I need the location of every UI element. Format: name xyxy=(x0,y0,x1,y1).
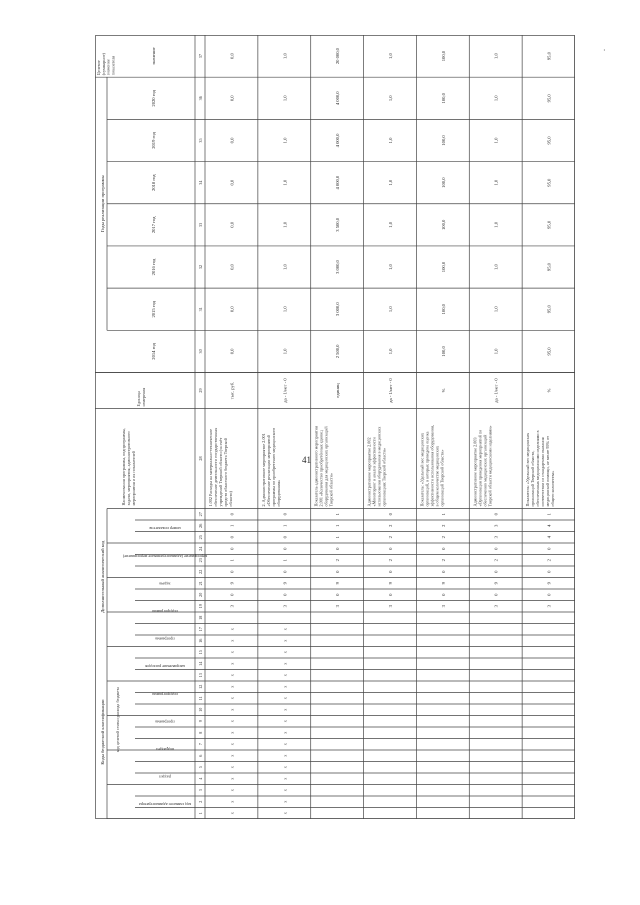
row-value: 1,0 xyxy=(493,264,499,270)
code-digit: 0 xyxy=(282,547,288,550)
row-unit: да - 1/нет - 0 xyxy=(282,378,288,403)
column-number: 28 xyxy=(198,456,203,461)
column-number: 5 xyxy=(198,766,203,769)
code-col-header: номер показателя xyxy=(149,526,181,532)
row-value: 100,0 xyxy=(440,177,446,188)
row-value: 1,0 xyxy=(493,306,499,313)
column-number: 2 xyxy=(198,800,203,803)
row-value: 95,0 xyxy=(546,136,552,145)
column-number: 27 xyxy=(198,512,203,517)
row-value: 1,0 xyxy=(493,179,499,186)
row-value: 95,0 xyxy=(546,94,552,103)
row-value: 0,0 xyxy=(229,95,235,102)
row-value: 100,0 xyxy=(440,135,446,146)
row-name: Административное мероприятие 2.003«Организация проведения мероприятий пообеспечению медицинских организацийТверской области медицинскими изделиями» xyxy=(472,425,493,507)
code-digit: 0 xyxy=(440,547,446,550)
code-col-header: подпрограмма xyxy=(152,691,178,697)
row-value: 0,0 xyxy=(229,306,235,313)
code-mark: x xyxy=(229,800,235,803)
column-number: 29 xyxy=(198,388,203,393)
code-mark: x xyxy=(282,766,288,769)
name-col-header: Наименования программы, подпрограммы,задачи, мероприятия, административногомероприятия и их показателей xyxy=(121,428,136,506)
code-mark: x xyxy=(229,674,235,677)
code-digit: 1 xyxy=(282,524,288,527)
column-number: 31 xyxy=(198,307,203,312)
row-name: 1.002 Расходы на материально-техническоеобеспечение деятельности государственныхучреждений Тверской области (за счётсредств областного бюджета Тверскойобласти) xyxy=(208,427,233,507)
column-number: 13 xyxy=(198,673,203,678)
code-mark: x xyxy=(229,812,235,815)
column-number: 32 xyxy=(198,264,203,270)
expense-article-label: код целевой статьи расхода бюджета xyxy=(115,687,120,753)
row-value: 100,0 xyxy=(440,261,446,273)
row-value: 1,0 xyxy=(493,53,499,59)
code-digit: 3 xyxy=(440,605,446,608)
column-number: 14 xyxy=(198,661,203,666)
code-digit: 2 xyxy=(440,524,446,527)
code-digit: 0 xyxy=(229,593,235,596)
row-name: Показатель административного мероприятия2.001 «Количество приобретённых единицоборудования для медицинских организацийТверской области» xyxy=(313,426,334,507)
code-digit: 4 xyxy=(546,524,552,527)
column-number: 37 xyxy=(198,54,203,59)
row-value: 1,0 xyxy=(388,264,393,270)
row-unit: % xyxy=(546,388,552,393)
code-digit: 2 xyxy=(546,559,552,562)
row-value: 2 500,0 xyxy=(335,344,341,359)
row-value: 1,0 xyxy=(282,306,288,313)
row-name: Показатель: «Удельный вес медицинскихорганизаций Тверской области,обеспеченных медицинскими изделиями всоответствии со стандартами оказаниямедицинской помощи, не менее 95% отобщего количества» xyxy=(525,430,556,507)
code-mark: x xyxy=(282,674,288,677)
code-col-header: подраздел xyxy=(156,747,174,752)
code-digit: 3 xyxy=(493,536,499,539)
code-mark: x xyxy=(229,628,235,631)
code-mark: x xyxy=(229,708,235,711)
code-mark: x xyxy=(229,754,235,757)
row-value: 1,0 xyxy=(282,137,288,144)
column-number: 26 xyxy=(198,523,203,528)
row-unit: единиц xyxy=(335,383,341,398)
row-value: 3 000,0 xyxy=(335,302,341,317)
row-value: 1,0 xyxy=(388,53,393,59)
code-digit: 0 xyxy=(546,570,552,573)
row-value: 1,0 xyxy=(282,95,288,102)
row-value: 4 000,0 xyxy=(335,91,341,106)
row-value: 95,0 xyxy=(546,178,552,187)
code-digit: 0 xyxy=(282,570,288,573)
row-value: 0,0 xyxy=(229,264,235,270)
code-digit: 0 xyxy=(335,547,341,550)
row-name: 2. Административное мероприятие 2.001«Обеспечение реализации мероприятийпрограммы по приобретению медицинскогооборудования» xyxy=(260,427,281,507)
year-header: 2020 год xyxy=(151,89,156,107)
row-value: 95,0 xyxy=(546,347,552,356)
code-digit: 0 xyxy=(282,593,288,596)
code-digit: 0 xyxy=(440,593,446,596)
code-digit: 2 xyxy=(388,524,393,527)
code-digit: 0 xyxy=(335,570,341,573)
row-name: Административное мероприятие 2.002«Мониторинг и анализ эффективностииспользования оборудования в медицинскихорганизациях Тверской области» xyxy=(366,426,387,507)
column-number: 12 xyxy=(198,684,203,689)
table-grid xyxy=(95,35,575,819)
row-value: 95,0 xyxy=(546,305,552,314)
row-value: 1,0 xyxy=(388,306,393,313)
code-mark: x xyxy=(282,720,288,723)
row-value: 95,0 xyxy=(546,52,552,61)
code-digit: 3 xyxy=(493,605,499,608)
row-value: 1,0 xyxy=(493,95,499,102)
column-number: 9 xyxy=(198,720,203,723)
column-number: 18 xyxy=(198,615,203,620)
column-number: 20 xyxy=(198,592,203,597)
row-value: 1,0 xyxy=(282,348,288,355)
code-digit: 3 xyxy=(546,605,552,608)
code-digit: 3 xyxy=(335,605,341,608)
row-unit: тыс. руб. xyxy=(229,381,235,400)
column-number: 23 xyxy=(198,558,203,563)
code-digit: 1 xyxy=(282,559,288,562)
code-digit: 0 xyxy=(388,570,393,573)
row-value: 95,0 xyxy=(546,263,552,272)
row-value: 1,0 xyxy=(388,137,393,144)
code-col-header: задача xyxy=(159,581,171,587)
column-number: 6 xyxy=(198,754,203,757)
code-mark: x xyxy=(282,789,288,792)
code-mark: x xyxy=(229,789,235,792)
code-col-header: код главного администратора xyxy=(138,802,192,808)
code-digit: 1 xyxy=(229,524,235,527)
column-number: 25 xyxy=(198,535,203,540)
row-value: 4 000,0 xyxy=(335,133,341,148)
code-digit: 3 xyxy=(282,605,288,608)
code-mark: x xyxy=(229,651,235,654)
column-number: 4 xyxy=(198,777,203,780)
code-mark: x xyxy=(282,685,288,688)
row-value: 100,0 xyxy=(440,93,446,104)
row-unit: % xyxy=(440,388,446,393)
table-border xyxy=(96,36,575,819)
column-number: 15 xyxy=(198,650,203,655)
row-value: 1,0 xyxy=(388,348,393,355)
row-value: 100,0 xyxy=(440,346,446,357)
code-digit: 0 xyxy=(388,593,393,596)
code-mark: x xyxy=(229,766,235,769)
code-col-header: программа xyxy=(155,719,175,725)
row-value: 1,0 xyxy=(493,137,499,144)
row-value: 3 000,0 xyxy=(335,260,341,274)
row-value: 100,0 xyxy=(440,304,446,315)
code-digit: 0 xyxy=(229,570,235,573)
row-value: 100,0 xyxy=(440,219,446,231)
code-digit: 9 xyxy=(229,582,235,585)
row-value: 1,0 xyxy=(282,264,288,270)
target-value-header: значение xyxy=(151,47,156,65)
code-mark: x xyxy=(282,639,288,642)
column-number: 11 xyxy=(198,696,203,701)
column-number: 30 xyxy=(198,349,203,354)
margin-mark: · xyxy=(603,46,606,55)
row-name: Показатель: «Удельный вес медицинскихорганизаций, в которых проведена оценкаэффективности использования оборудования,в общем количестве медицинскихорганизаций Тверской области» xyxy=(419,425,445,507)
code-digit: 1 xyxy=(335,513,341,516)
row-value: 0,0 xyxy=(229,137,235,144)
code-mark: x xyxy=(282,662,288,665)
column-number: 10 xyxy=(198,707,203,712)
column-number: 3 xyxy=(198,789,203,792)
code-digit: 1 xyxy=(229,559,235,562)
code-mark: x xyxy=(229,662,235,665)
code-digit: 1 xyxy=(546,513,552,516)
year-header: 2019 год xyxy=(151,132,156,149)
code-mark: x xyxy=(229,777,235,780)
code-digit: 1 xyxy=(335,536,341,539)
code-digit: 0 xyxy=(229,513,235,516)
code-digit: 9 xyxy=(546,582,552,585)
code-mark: x xyxy=(282,743,288,746)
code-mark: x xyxy=(229,697,235,700)
code-digit: 0 xyxy=(388,547,393,550)
code-mark: x xyxy=(282,812,288,815)
row-value: 4 000,0 xyxy=(335,175,341,190)
code-digit: 0 xyxy=(440,570,446,573)
code-digit: 4 xyxy=(546,536,552,539)
year-header: 2017 год xyxy=(151,216,156,234)
code-digit: 0 xyxy=(229,547,235,550)
code-digit: 2 xyxy=(335,559,341,562)
row-unit: да - 1/нет - 0 xyxy=(388,378,393,403)
row-value: 95,0 xyxy=(546,220,552,229)
code-digit: 0 xyxy=(493,513,499,516)
row-value: 1,0 xyxy=(493,221,499,228)
column-number: 17 xyxy=(198,627,203,632)
code-mark: x xyxy=(282,800,288,803)
column-number: 36 xyxy=(198,96,203,101)
row-value: 1,0 xyxy=(282,179,288,186)
column-number: 33 xyxy=(198,222,203,227)
row-unit: да - 1/нет - 0 xyxy=(493,378,499,403)
row-value: 1,0 xyxy=(282,221,288,228)
years-group-label: Годы реализации программы xyxy=(100,175,105,233)
year-header: 2015 год xyxy=(151,300,156,318)
row-value: 0,0 xyxy=(229,179,235,186)
code-mark: x xyxy=(229,731,235,734)
column-number: 21 xyxy=(198,581,203,586)
code-col-header: направление расходов xyxy=(145,664,185,670)
column-number: 24 xyxy=(198,546,203,551)
column-number: 34 xyxy=(198,180,203,185)
row-value: 1,0 xyxy=(493,348,499,355)
code-digit: 0 xyxy=(335,593,341,596)
code-digit: 9 xyxy=(388,582,393,585)
code-mark: x xyxy=(282,651,288,654)
page-number: 41 xyxy=(302,455,311,465)
row-value: 3 500,0 xyxy=(335,217,341,232)
code-mark: x xyxy=(282,628,288,631)
code-digit: 0 xyxy=(229,536,235,539)
row-value: 1,0 xyxy=(388,221,393,228)
code-digit: 1 xyxy=(440,513,446,516)
code-digit: 2 xyxy=(440,536,446,539)
codes-group-label: Коды бюджетной классификации xyxy=(100,699,105,765)
code-mark: x xyxy=(282,777,288,780)
year-2014-header: 2014 год xyxy=(151,343,156,360)
code-mark: x xyxy=(229,743,235,746)
column-number: 1 xyxy=(198,812,203,815)
code-col-header: раздел xyxy=(159,774,171,780)
code-col-header: мероприятие (административное мероприятие) xyxy=(122,553,208,559)
column-number: 16 xyxy=(198,638,203,643)
code-digit: 2 xyxy=(440,559,446,562)
row-value: 0,0 xyxy=(229,53,235,59)
code-mark: x xyxy=(282,754,288,757)
code-mark: x xyxy=(229,720,235,723)
row-value: 1,0 xyxy=(388,95,393,102)
code-mark: x xyxy=(229,639,235,642)
code-col-header: программа xyxy=(155,636,175,642)
code-digit: 3 xyxy=(493,524,499,527)
unit-col-header: Единицаизмерения xyxy=(136,387,146,407)
code-digit: 9 xyxy=(493,582,499,585)
code-digit: 2 xyxy=(493,559,499,562)
column-number: 8 xyxy=(198,731,203,734)
code-digit: 0 xyxy=(493,593,499,596)
row-value: 100,0 xyxy=(440,50,446,62)
target-value-label: Целевое(суммарное)значениепоказателя xyxy=(96,53,116,76)
program-table xyxy=(95,35,575,819)
code-digit: 0 xyxy=(493,547,499,550)
column-number: 35 xyxy=(198,138,203,143)
year-header: 2016 год xyxy=(151,258,156,276)
program-code-group-label: Дополнительный аналитический код xyxy=(100,540,105,613)
code-digit: 3 xyxy=(229,605,235,608)
code-digit: 0 xyxy=(493,570,499,573)
column-number: 7 xyxy=(198,743,203,746)
code-digit: 0 xyxy=(546,547,552,550)
code-digit: 0 xyxy=(388,513,393,516)
row-value: 1,0 xyxy=(282,53,288,59)
column-number: 19 xyxy=(198,604,203,609)
code-digit: 9 xyxy=(335,582,341,585)
code-digit: 3 xyxy=(388,605,393,608)
row-value: 0,0 xyxy=(229,221,235,228)
code-mark: x xyxy=(282,697,288,700)
column-number: 22 xyxy=(198,569,203,574)
code-digit: 9 xyxy=(440,582,446,585)
code-digit: 1 xyxy=(335,524,341,527)
code-mark: x xyxy=(229,685,235,688)
code-digit: 9 xyxy=(282,582,288,585)
code-digit: 2 xyxy=(388,536,393,539)
code-col-header: подпрограмма xyxy=(152,609,178,614)
code-digit: 2 xyxy=(388,559,393,562)
code-digit: 0 xyxy=(282,536,288,539)
row-value: 20 000,0 xyxy=(335,48,341,65)
year-header: 2018 год xyxy=(151,174,156,191)
row-value: 1,0 xyxy=(388,179,393,186)
code-mark: x xyxy=(282,708,288,711)
code-digit: 0 xyxy=(282,513,288,516)
row-value: 0,0 xyxy=(229,348,235,355)
code-digit: 0 xyxy=(546,593,552,596)
code-mark: x xyxy=(282,731,288,734)
